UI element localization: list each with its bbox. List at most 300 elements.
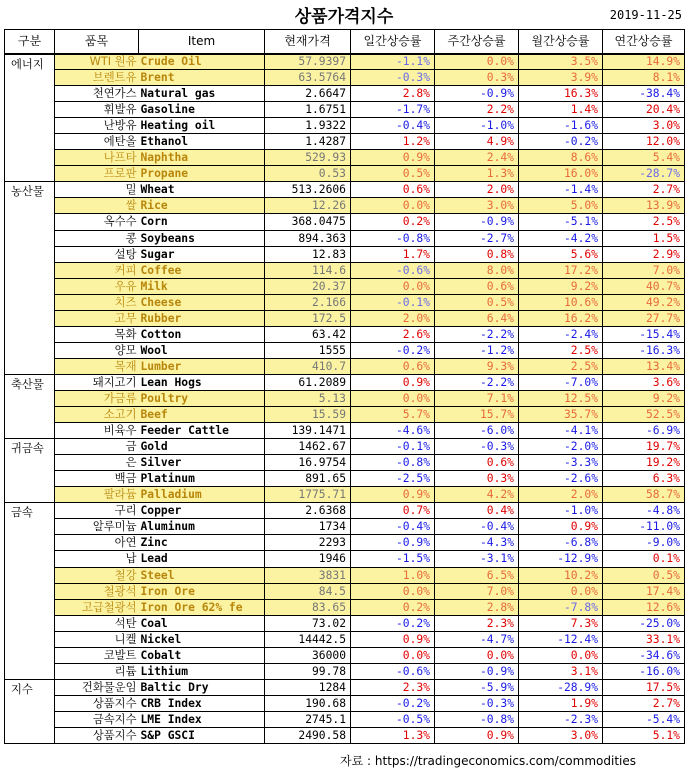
daily-change-cell: 0.0% bbox=[351, 647, 435, 663]
monthly-change-cell: 3.5% bbox=[519, 54, 603, 70]
weekly-change-cell: -0.9% bbox=[435, 214, 519, 230]
daily-change-cell: -0.2% bbox=[351, 695, 435, 711]
monthly-change-cell: 0.9% bbox=[519, 519, 603, 535]
item-eng-cell: Wool bbox=[139, 342, 265, 358]
daily-change-cell: 1.3% bbox=[351, 727, 435, 743]
weekly-change-cell: 2.4% bbox=[435, 150, 519, 166]
header-yearly: 연간상승률 bbox=[603, 30, 685, 54]
price-cell: 529.93 bbox=[265, 150, 351, 166]
item-kor-cell: 고무 bbox=[55, 310, 139, 326]
item-kor-cell: 옥수수 bbox=[55, 214, 139, 230]
table-row bbox=[5, 390, 685, 406]
price-cell: 0.53 bbox=[265, 166, 351, 182]
item-eng-cell: Heating oil bbox=[139, 118, 265, 134]
price-cell: 1284 bbox=[265, 679, 351, 695]
weekly-change-cell: -2.7% bbox=[435, 230, 519, 246]
table-row bbox=[5, 631, 685, 647]
weekly-change-cell: 0.0% bbox=[435, 54, 519, 70]
monthly-change-cell: 0.0% bbox=[519, 583, 603, 599]
yearly-change-cell: 6.3% bbox=[603, 471, 685, 487]
yearly-change-cell: 49.2% bbox=[603, 294, 685, 310]
daily-change-cell: -0.2% bbox=[351, 342, 435, 358]
table-row bbox=[5, 711, 685, 727]
monthly-change-cell: 0.0% bbox=[519, 647, 603, 663]
yearly-change-cell: 17.4% bbox=[603, 583, 685, 599]
price-cell: 2.166 bbox=[265, 294, 351, 310]
item-eng-cell: Palladium bbox=[139, 487, 265, 503]
yearly-change-cell: 52.5% bbox=[603, 407, 685, 423]
price-cell: 2.6368 bbox=[265, 503, 351, 519]
header-row bbox=[5, 30, 685, 54]
item-kor-cell: 백금 bbox=[55, 471, 139, 487]
monthly-change-cell: -2.4% bbox=[519, 326, 603, 342]
item-kor-cell: 리튬 bbox=[55, 663, 139, 679]
item-eng-cell: Coal bbox=[139, 615, 265, 631]
daily-change-cell: -0.8% bbox=[351, 230, 435, 246]
table-row bbox=[5, 358, 685, 374]
price-cell: 1462.67 bbox=[265, 439, 351, 455]
item-eng-cell: Rubber bbox=[139, 310, 265, 326]
header-item-eng: Item bbox=[139, 30, 265, 54]
daily-change-cell: -0.8% bbox=[351, 455, 435, 471]
weekly-change-cell: -1.0% bbox=[435, 118, 519, 134]
table-row bbox=[5, 374, 685, 390]
table-row bbox=[5, 198, 685, 214]
table-row bbox=[5, 455, 685, 471]
price-cell: 2490.58 bbox=[265, 727, 351, 743]
weekly-change-cell: 0.4% bbox=[435, 503, 519, 519]
monthly-change-cell: -4.1% bbox=[519, 423, 603, 439]
item-kor-cell: 구리 bbox=[55, 503, 139, 519]
price-cell: 891.65 bbox=[265, 471, 351, 487]
weekly-change-cell: 0.5% bbox=[435, 294, 519, 310]
item-eng-cell: CRB Index bbox=[139, 695, 265, 711]
daily-change-cell: 0.0% bbox=[351, 583, 435, 599]
table-row bbox=[5, 471, 685, 487]
item-eng-cell: Soybeans bbox=[139, 230, 265, 246]
yearly-change-cell: -4.8% bbox=[603, 503, 685, 519]
yearly-change-cell: 2.7% bbox=[603, 182, 685, 198]
table-row bbox=[5, 423, 685, 439]
daily-change-cell: -2.5% bbox=[351, 471, 435, 487]
price-cell: 16.9754 bbox=[265, 455, 351, 471]
item-eng-cell: Crude Oil bbox=[139, 54, 265, 70]
daily-change-cell: -0.1% bbox=[351, 294, 435, 310]
item-kor-cell: 고급철광석 bbox=[55, 599, 139, 615]
daily-change-cell: 0.5% bbox=[351, 166, 435, 182]
table-row bbox=[5, 102, 685, 118]
daily-change-cell: -1.7% bbox=[351, 102, 435, 118]
yearly-change-cell: 58.7% bbox=[603, 487, 685, 503]
monthly-change-cell: -2.3% bbox=[519, 711, 603, 727]
item-kor-cell: 돼지고기 bbox=[55, 374, 139, 390]
daily-change-cell: 2.6% bbox=[351, 326, 435, 342]
item-eng-cell: Cotton bbox=[139, 326, 265, 342]
item-kor-cell: 나프타 bbox=[55, 150, 139, 166]
item-eng-cell: Cheese bbox=[139, 294, 265, 310]
report-date: 2019-11-25 bbox=[609, 8, 682, 22]
monthly-change-cell: 2.5% bbox=[519, 342, 603, 358]
price-cell: 1.9322 bbox=[265, 118, 351, 134]
weekly-change-cell: 0.6% bbox=[435, 455, 519, 471]
monthly-change-cell: 10.2% bbox=[519, 567, 603, 583]
weekly-change-cell: 6.5% bbox=[435, 567, 519, 583]
table-row bbox=[5, 567, 685, 583]
yearly-change-cell: 3.6% bbox=[603, 374, 685, 390]
item-kor-cell: 우유 bbox=[55, 278, 139, 294]
weekly-change-cell: 6.4% bbox=[435, 310, 519, 326]
yearly-change-cell: 9.2% bbox=[603, 390, 685, 406]
daily-change-cell: 0.2% bbox=[351, 214, 435, 230]
daily-change-cell: 0.0% bbox=[351, 390, 435, 406]
table-row bbox=[5, 86, 685, 102]
table-row bbox=[5, 262, 685, 278]
table-row bbox=[5, 134, 685, 150]
daily-change-cell: 1.0% bbox=[351, 567, 435, 583]
daily-change-cell: -4.6% bbox=[351, 423, 435, 439]
daily-change-cell: -0.6% bbox=[351, 663, 435, 679]
monthly-change-cell: 16.0% bbox=[519, 166, 603, 182]
daily-change-cell: -0.3% bbox=[351, 70, 435, 86]
monthly-change-cell: 3.1% bbox=[519, 663, 603, 679]
daily-change-cell: 0.6% bbox=[351, 358, 435, 374]
item-kor-cell: WTI 원유 bbox=[55, 54, 139, 70]
price-cell: 513.2606 bbox=[265, 182, 351, 198]
yearly-change-cell: -6.9% bbox=[603, 423, 685, 439]
item-eng-cell: Silver bbox=[139, 455, 265, 471]
weekly-change-cell: -2.2% bbox=[435, 374, 519, 390]
yearly-change-cell: -38.4% bbox=[603, 86, 685, 102]
table-row bbox=[5, 599, 685, 615]
yearly-change-cell: 14.9% bbox=[603, 54, 685, 70]
yearly-change-cell: 1.5% bbox=[603, 230, 685, 246]
weekly-change-cell: 15.7% bbox=[435, 407, 519, 423]
item-eng-cell: Platinum bbox=[139, 471, 265, 487]
item-kor-cell: 콩 bbox=[55, 230, 139, 246]
daily-change-cell: 0.9% bbox=[351, 487, 435, 503]
price-cell: 1.4287 bbox=[265, 134, 351, 150]
item-kor-cell: 금 bbox=[55, 439, 139, 455]
source-note: 자료 : https://tradingeconomics.com/commodities bbox=[340, 754, 636, 768]
yearly-change-cell: 20.4% bbox=[603, 102, 685, 118]
monthly-change-cell: -7.0% bbox=[519, 374, 603, 390]
category-cell: 금속 bbox=[5, 503, 55, 680]
weekly-change-cell: 7.1% bbox=[435, 390, 519, 406]
item-eng-cell: Lumber bbox=[139, 358, 265, 374]
table-row bbox=[5, 310, 685, 326]
table-row bbox=[5, 70, 685, 86]
item-kor-cell: 천연가스 bbox=[55, 86, 139, 102]
daily-change-cell: 0.2% bbox=[351, 599, 435, 615]
price-cell: 63.5764 bbox=[265, 70, 351, 86]
weekly-change-cell: -4.7% bbox=[435, 631, 519, 647]
weekly-change-cell: 2.2% bbox=[435, 102, 519, 118]
commodity-table bbox=[4, 29, 685, 744]
price-cell: 15.59 bbox=[265, 407, 351, 423]
monthly-change-cell: 2.0% bbox=[519, 487, 603, 503]
daily-change-cell: -1.1% bbox=[351, 54, 435, 70]
monthly-change-cell: 1.4% bbox=[519, 102, 603, 118]
yearly-change-cell: 5.1% bbox=[603, 727, 685, 743]
item-kor-cell: 팔라듐 bbox=[55, 487, 139, 503]
daily-change-cell: -1.5% bbox=[351, 551, 435, 567]
item-kor-cell: 석탄 bbox=[55, 615, 139, 631]
table-row bbox=[5, 407, 685, 423]
yearly-change-cell: -11.0% bbox=[603, 519, 685, 535]
monthly-change-cell: -2.6% bbox=[519, 471, 603, 487]
weekly-change-cell: 0.8% bbox=[435, 246, 519, 262]
item-kor-cell: 건화물운임 bbox=[55, 679, 139, 695]
yearly-change-cell: 0.1% bbox=[603, 551, 685, 567]
item-kor-cell: 쌀 bbox=[55, 198, 139, 214]
weekly-change-cell: 4.2% bbox=[435, 487, 519, 503]
monthly-change-cell: 5.0% bbox=[519, 198, 603, 214]
table-row bbox=[5, 535, 685, 551]
price-cell: 61.2089 bbox=[265, 374, 351, 390]
table-row bbox=[5, 519, 685, 535]
item-kor-cell: 치즈 bbox=[55, 294, 139, 310]
daily-change-cell: 0.7% bbox=[351, 503, 435, 519]
table-row bbox=[5, 551, 685, 567]
item-eng-cell: Propane bbox=[139, 166, 265, 182]
table-row bbox=[5, 150, 685, 166]
weekly-change-cell: 2.8% bbox=[435, 599, 519, 615]
price-cell: 2.6647 bbox=[265, 86, 351, 102]
table-row bbox=[5, 294, 685, 310]
weekly-change-cell: -0.8% bbox=[435, 711, 519, 727]
price-cell: 2745.1 bbox=[265, 711, 351, 727]
table-body bbox=[5, 54, 685, 744]
yearly-change-cell: -16.0% bbox=[603, 663, 685, 679]
table-row bbox=[5, 54, 685, 70]
monthly-change-cell: 16.3% bbox=[519, 86, 603, 102]
monthly-change-cell: -28.9% bbox=[519, 679, 603, 695]
price-cell: 410.7 bbox=[265, 358, 351, 374]
item-kor-cell: 철광석 bbox=[55, 583, 139, 599]
price-cell: 1.6751 bbox=[265, 102, 351, 118]
monthly-change-cell: 1.9% bbox=[519, 695, 603, 711]
table-row bbox=[5, 182, 685, 198]
header-price: 현재가격 bbox=[265, 30, 351, 54]
monthly-change-cell: -6.8% bbox=[519, 535, 603, 551]
daily-change-cell: 0.6% bbox=[351, 182, 435, 198]
category-cell: 축산물 bbox=[5, 374, 55, 438]
price-cell: 114.6 bbox=[265, 262, 351, 278]
monthly-change-cell: 12.5% bbox=[519, 390, 603, 406]
header-item-kor: 품목 bbox=[55, 30, 139, 54]
yearly-change-cell: 2.7% bbox=[603, 695, 685, 711]
table-row bbox=[5, 663, 685, 679]
item-eng-cell: Brent bbox=[139, 70, 265, 86]
item-eng-cell: Copper bbox=[139, 503, 265, 519]
item-kor-cell: 소고기 bbox=[55, 407, 139, 423]
item-eng-cell: Feeder Cattle bbox=[139, 423, 265, 439]
item-kor-cell: 은 bbox=[55, 455, 139, 471]
item-eng-cell: Aluminum bbox=[139, 519, 265, 535]
monthly-change-cell: 8.6% bbox=[519, 150, 603, 166]
daily-change-cell: -0.4% bbox=[351, 118, 435, 134]
header-monthly: 월간상승률 bbox=[519, 30, 603, 54]
yearly-change-cell: -34.6% bbox=[603, 647, 685, 663]
weekly-change-cell: -5.9% bbox=[435, 679, 519, 695]
monthly-change-cell: -1.0% bbox=[519, 503, 603, 519]
daily-change-cell: -0.5% bbox=[351, 711, 435, 727]
table-row bbox=[5, 583, 685, 599]
price-cell: 84.5 bbox=[265, 583, 351, 599]
item-kor-cell: 양모 bbox=[55, 342, 139, 358]
yearly-change-cell: 12.6% bbox=[603, 599, 685, 615]
price-cell: 1734 bbox=[265, 519, 351, 535]
monthly-change-cell: 16.2% bbox=[519, 310, 603, 326]
price-cell: 1946 bbox=[265, 551, 351, 567]
monthly-change-cell: 3.0% bbox=[519, 727, 603, 743]
table-row bbox=[5, 246, 685, 262]
item-eng-cell: Iron Ore 62% fe bbox=[139, 599, 265, 615]
weekly-change-cell: -0.4% bbox=[435, 519, 519, 535]
yearly-change-cell: -25.0% bbox=[603, 615, 685, 631]
price-cell: 36000 bbox=[265, 647, 351, 663]
yearly-change-cell: -16.3% bbox=[603, 342, 685, 358]
daily-change-cell: 2.0% bbox=[351, 310, 435, 326]
item-eng-cell: S&P GSCI bbox=[139, 727, 265, 743]
item-kor-cell: 가금류 bbox=[55, 390, 139, 406]
item-eng-cell: Nickel bbox=[139, 631, 265, 647]
price-cell: 14442.5 bbox=[265, 631, 351, 647]
yearly-change-cell: 5.4% bbox=[603, 150, 685, 166]
yearly-change-cell: -9.0% bbox=[603, 535, 685, 551]
weekly-change-cell: 0.3% bbox=[435, 471, 519, 487]
monthly-change-cell: 35.7% bbox=[519, 407, 603, 423]
yearly-change-cell: -15.4% bbox=[603, 326, 685, 342]
item-eng-cell: Rice bbox=[139, 198, 265, 214]
yearly-change-cell: -5.4% bbox=[603, 711, 685, 727]
category-cell: 에너지 bbox=[5, 54, 55, 182]
price-cell: 12.26 bbox=[265, 198, 351, 214]
item-kor-cell: 설탕 bbox=[55, 246, 139, 262]
monthly-change-cell: -1.6% bbox=[519, 118, 603, 134]
weekly-change-cell: -1.2% bbox=[435, 342, 519, 358]
monthly-change-cell: 5.6% bbox=[519, 246, 603, 262]
price-cell: 172.5 bbox=[265, 310, 351, 326]
daily-change-cell: 1.7% bbox=[351, 246, 435, 262]
monthly-change-cell: 3.9% bbox=[519, 70, 603, 86]
item-eng-cell: Corn bbox=[139, 214, 265, 230]
weekly-change-cell: -0.3% bbox=[435, 439, 519, 455]
table-row bbox=[5, 647, 685, 663]
price-cell: 3831 bbox=[265, 567, 351, 583]
price-cell: 99.78 bbox=[265, 663, 351, 679]
yearly-change-cell: 19.2% bbox=[603, 455, 685, 471]
yearly-change-cell: 17.5% bbox=[603, 679, 685, 695]
price-cell: 73.02 bbox=[265, 615, 351, 631]
weekly-change-cell: 8.0% bbox=[435, 262, 519, 278]
table-row bbox=[5, 487, 685, 503]
weekly-change-cell: -6.0% bbox=[435, 423, 519, 439]
table-row bbox=[5, 214, 685, 230]
price-cell: 139.1471 bbox=[265, 423, 351, 439]
item-eng-cell: Lithium bbox=[139, 663, 265, 679]
price-cell: 190.68 bbox=[265, 695, 351, 711]
item-kor-cell: 에탄올 bbox=[55, 134, 139, 150]
price-cell: 1555 bbox=[265, 342, 351, 358]
item-eng-cell: Gold bbox=[139, 439, 265, 455]
monthly-change-cell: 17.2% bbox=[519, 262, 603, 278]
item-eng-cell: Zinc bbox=[139, 535, 265, 551]
daily-change-cell: 0.0% bbox=[351, 278, 435, 294]
item-eng-cell: Steel bbox=[139, 567, 265, 583]
daily-change-cell: 2.3% bbox=[351, 679, 435, 695]
price-cell: 63.42 bbox=[265, 326, 351, 342]
monthly-change-cell: -4.2% bbox=[519, 230, 603, 246]
item-eng-cell: Lean Hogs bbox=[139, 374, 265, 390]
weekly-change-cell: 1.3% bbox=[435, 166, 519, 182]
weekly-change-cell: 0.3% bbox=[435, 70, 519, 86]
table-row bbox=[5, 342, 685, 358]
item-eng-cell: Natural gas bbox=[139, 86, 265, 102]
yearly-change-cell: 7.0% bbox=[603, 262, 685, 278]
monthly-change-cell: 10.6% bbox=[519, 294, 603, 310]
price-cell: 1775.71 bbox=[265, 487, 351, 503]
monthly-change-cell: -7.8% bbox=[519, 599, 603, 615]
item-kor-cell: 코발트 bbox=[55, 647, 139, 663]
daily-change-cell: -0.2% bbox=[351, 615, 435, 631]
table-row bbox=[5, 166, 685, 182]
item-eng-cell: Gasoline bbox=[139, 102, 265, 118]
weekly-change-cell: -4.3% bbox=[435, 535, 519, 551]
item-kor-cell: 아연 bbox=[55, 535, 139, 551]
table-row bbox=[5, 118, 685, 134]
header-weekly: 주간상승률 bbox=[435, 30, 519, 54]
table-row bbox=[5, 326, 685, 342]
header-daily: 일간상승률 bbox=[351, 30, 435, 54]
monthly-change-cell: -5.1% bbox=[519, 214, 603, 230]
yearly-change-cell: -28.7% bbox=[603, 166, 685, 182]
daily-change-cell: 0.9% bbox=[351, 631, 435, 647]
monthly-change-cell: -12.4% bbox=[519, 631, 603, 647]
yearly-change-cell: 40.7% bbox=[603, 278, 685, 294]
weekly-change-cell: 2.3% bbox=[435, 615, 519, 631]
weekly-change-cell: 7.0% bbox=[435, 583, 519, 599]
item-kor-cell: 난방유 bbox=[55, 118, 139, 134]
yearly-change-cell: 19.7% bbox=[603, 439, 685, 455]
weekly-change-cell: -0.9% bbox=[435, 663, 519, 679]
daily-change-cell: -0.4% bbox=[351, 519, 435, 535]
page-title: 상품가격지수 bbox=[294, 7, 394, 27]
item-kor-cell: 금속지수 bbox=[55, 711, 139, 727]
weekly-change-cell: -0.9% bbox=[435, 86, 519, 102]
weekly-change-cell: 9.3% bbox=[435, 358, 519, 374]
table-row bbox=[5, 727, 685, 743]
yearly-change-cell: 0.5% bbox=[603, 567, 685, 583]
table-row bbox=[5, 679, 685, 695]
item-kor-cell: 납 bbox=[55, 551, 139, 567]
yearly-change-cell: 27.7% bbox=[603, 310, 685, 326]
item-kor-cell: 프로판 bbox=[55, 166, 139, 182]
monthly-change-cell: -12.9% bbox=[519, 551, 603, 567]
monthly-change-cell: -3.3% bbox=[519, 455, 603, 471]
price-cell: 5.13 bbox=[265, 390, 351, 406]
monthly-change-cell: -2.0% bbox=[519, 439, 603, 455]
item-kor-cell: 철강 bbox=[55, 567, 139, 583]
item-eng-cell: Naphtha bbox=[139, 150, 265, 166]
yearly-change-cell: 2.9% bbox=[603, 246, 685, 262]
item-eng-cell: Lead bbox=[139, 551, 265, 567]
item-eng-cell: Ethanol bbox=[139, 134, 265, 150]
weekly-change-cell: 0.9% bbox=[435, 727, 519, 743]
item-eng-cell: Beef bbox=[139, 407, 265, 423]
yearly-change-cell: 2.5% bbox=[603, 214, 685, 230]
monthly-change-cell: 2.5% bbox=[519, 358, 603, 374]
